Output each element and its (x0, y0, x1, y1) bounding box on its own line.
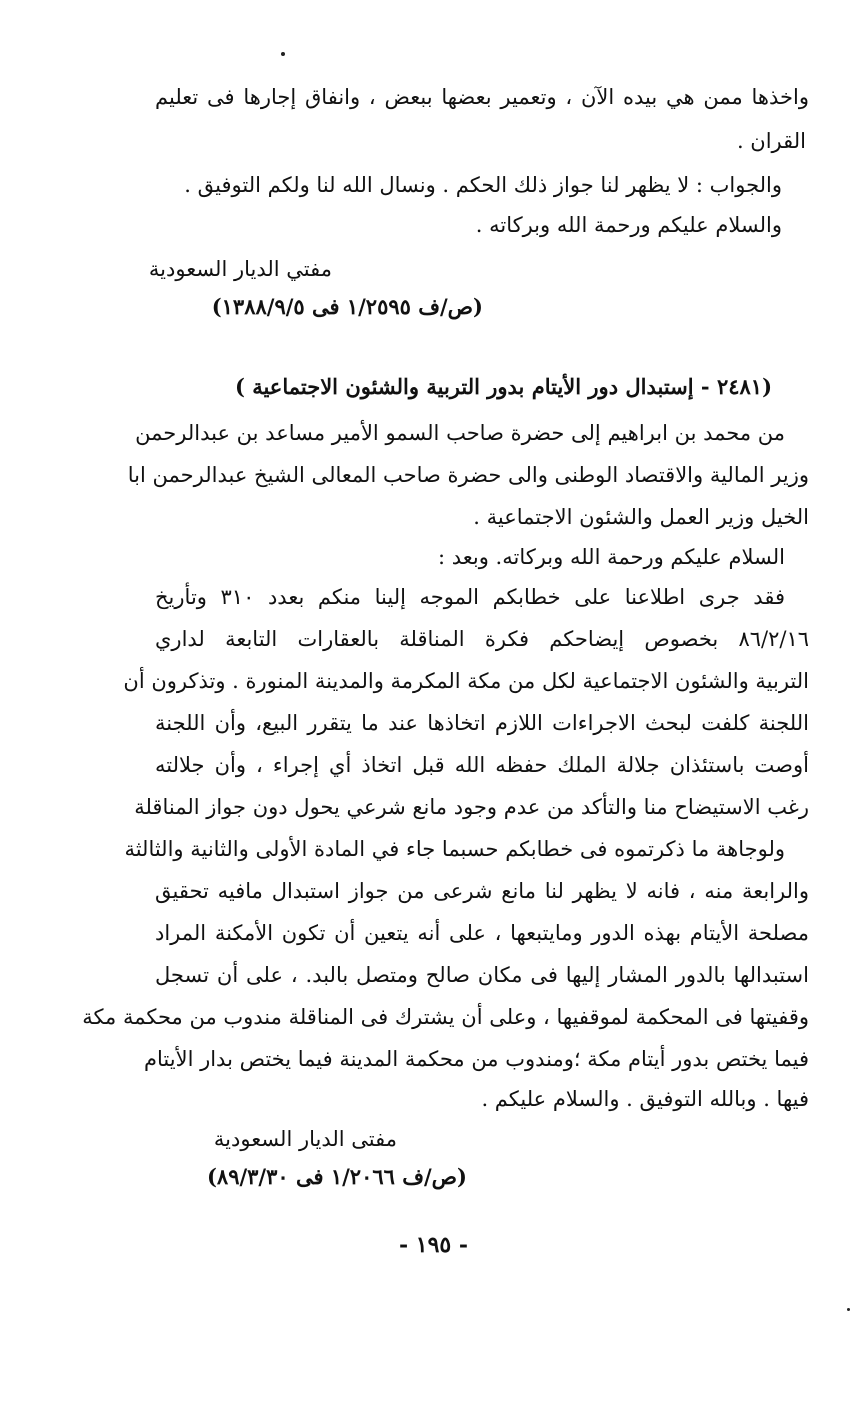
text-line: والجواب : لا يظهر لنا جواز ذلك الحكم . ونسال الله لنا ولكم التوفيق . (184, 173, 782, 197)
body-line: مصلحة الأيتام بهذه الدور ومايتبعها ، على أنه يتعين أن تكون الأمكنة المراد (155, 921, 809, 945)
speck-mark (281, 52, 285, 56)
text-line: واخذها ممن هي بيده الآن ، وتعمير بعضها ببعض ، وانفاق إجارها فى تعليم (155, 85, 809, 109)
address-line: وزير المالية والاقتصاد الوطنى والى حضرة صاحب المعالى الشيخ عبدالرحمن ابا (127, 463, 809, 487)
text-line: والسلام عليكم ورحمة الله وبركاته . (475, 213, 782, 237)
body-line: التربية والشئون الاجتماعية لكل من مكة المكرمة والمدينة المنورة . وتذكرون أن (123, 669, 809, 693)
body-line: استبدالها بالدور المشار إليها فى مكان صالح ومتصل بالبد. ، على أن تسجل (155, 963, 809, 987)
body-line: ولوجاهة ما ذكرتموه فى خطابكم حسبما جاء في المادة الأولى والثانية والثالثة (124, 837, 785, 861)
fatwa-reference: (ص/ف ١/٢٠٦٦ فى ٨٩/٣/٣٠) (206, 1164, 467, 1189)
body-line: رغب الاستيضاح منا والتأكد من عدم وجود مانع شرعي يحول دون جواز المناقلة (134, 795, 809, 819)
body-line: فقد جرى اطلاعنا على خطابكم الموجه إلينا منكم بعدد ٣١٠ وتأريخ (155, 585, 785, 609)
body-line: فيما يختص بدور أيتام مكة ؛ومندوب من محكمة المدينة فيما يختص بدار الأيتام (144, 1047, 809, 1071)
address-line: من محمد بن ابراهيم إلى حضرة صاحب السمو الأمير مساعد بن عبدالرحمن (135, 421, 785, 445)
signature: مفتي الديار السعودية (148, 257, 332, 281)
body-line: أوصت باستئذان جلالة الملك حفظه الله قبل اتخاذ أي إجراء ، وأن جلالته (155, 753, 809, 777)
body-line: والرابعة منه ، فانه لا يظهر لنا مانع شرعى من جواز استبدال مافيه تحقيق (155, 879, 810, 903)
body-line: ٨٦/٢/١٦ بخصوص إيضاحكم فكرة المناقلة بالعقارات التابعة لداري (155, 627, 809, 651)
signature: مفتى الديار السعودية (213, 1127, 397, 1151)
body-line: فيها . وبالله التوفيق . والسلام عليكم . (481, 1087, 809, 1111)
speck-mark (847, 1308, 850, 1311)
section-heading: (٢٤٨١ - إستبدال دور الأيتام بدور التربية والشئون الاجتماعية ) (234, 374, 772, 399)
fatwa-reference: (ص/ف ١/٢٥٩٥ فى ١٣٨٨/٩/٥) (211, 294, 483, 319)
greeting: السلام عليكم ورحمة الله وبركاته. وبعد : (437, 545, 785, 569)
body-line: وقفيتها فى المحكمة لموقفيها ، وعلى أن يشترك فى المناقلة مندوب من محكمة مكة (82, 1005, 809, 1029)
address-line: الخيل وزير العمل والشئون الاجتماعية . (473, 505, 809, 529)
page-number: - ١٩٥ - (398, 1232, 469, 1258)
text-line: القران . (736, 129, 806, 153)
body-line: اللجنة كلفت لبحث الاجراءات اللازم اتخاذها عند ما يتقرر البيع، وأن اللجنة (155, 711, 809, 735)
